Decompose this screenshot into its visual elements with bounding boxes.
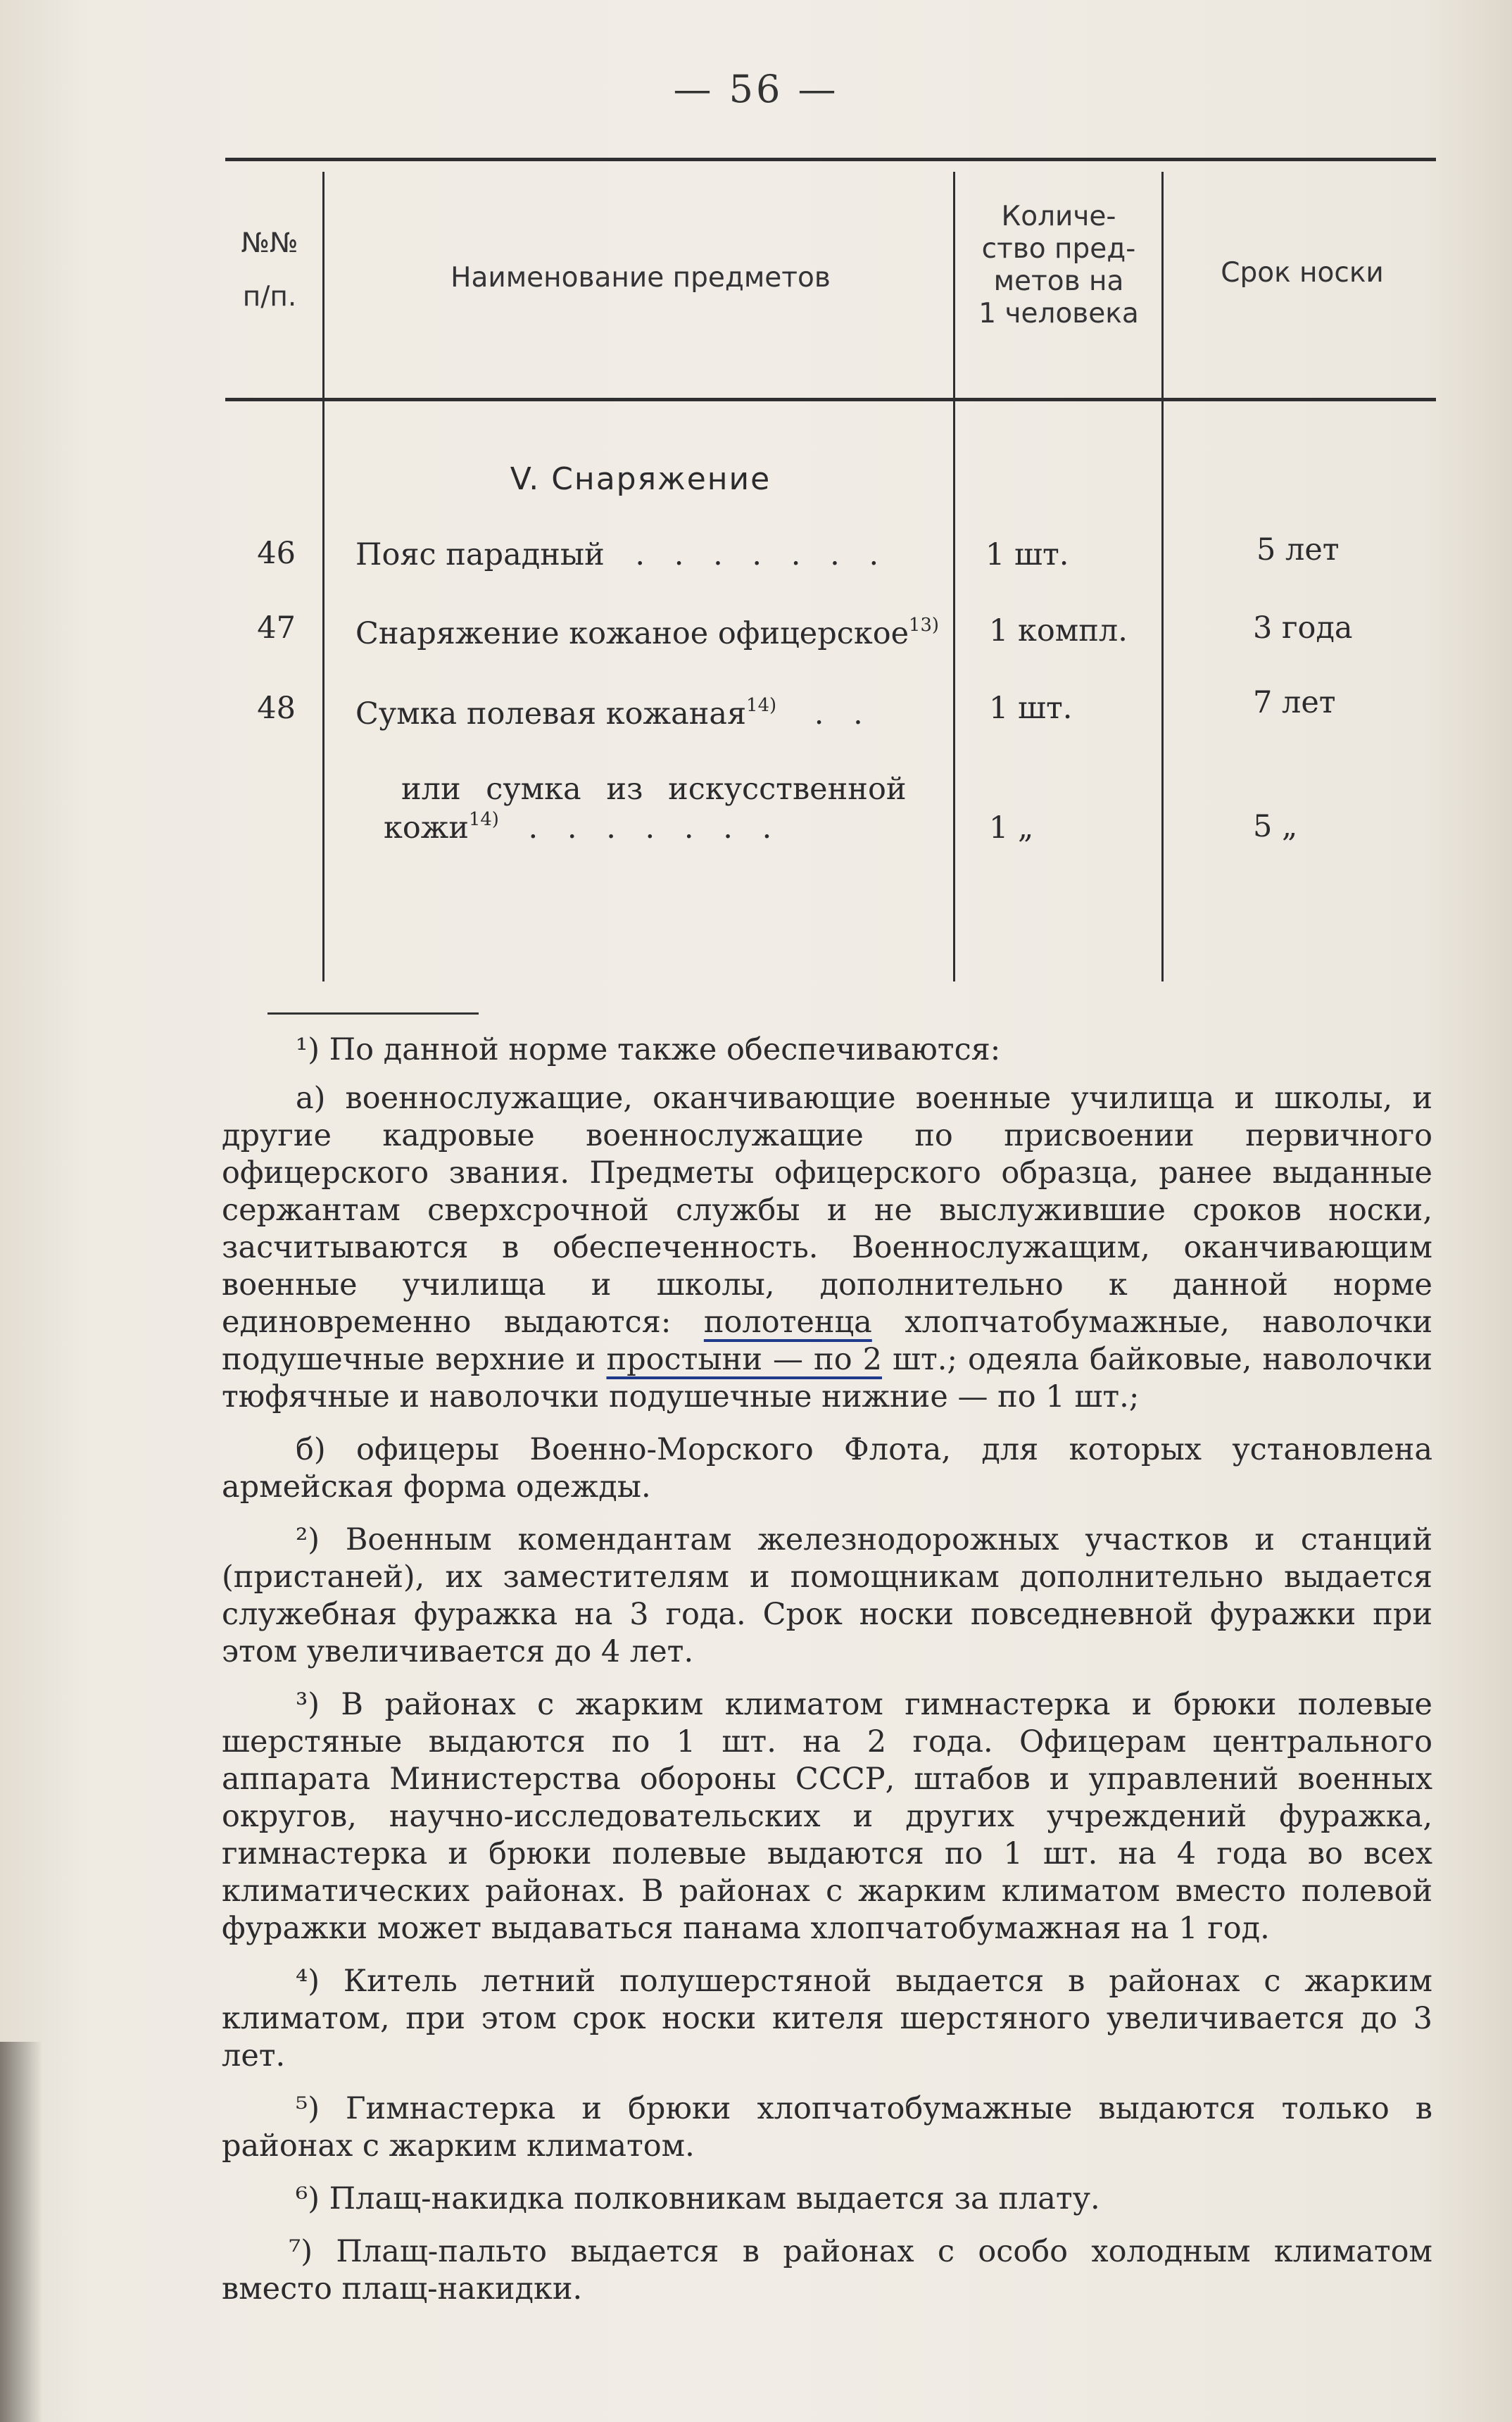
header-term: Срок носки xyxy=(1221,257,1384,289)
page-edge-shadow xyxy=(0,2042,42,2422)
alt-item-qty: 1 „ xyxy=(989,810,1034,846)
footnote-1-a-mid: хлопчатобумажные, наволочки подушечные верхние и xyxy=(222,1305,1432,1377)
table-divider-2 xyxy=(953,172,955,981)
table-row-qty: 1 компл. xyxy=(989,613,1128,648)
footnote-1-a-end: шт.; одеяла байковые, наволочки тюфячные и наволочки подушечные нижние — по 1 шт.; xyxy=(222,1342,1433,1414)
table-row-name xyxy=(355,537,888,573)
footnote-7: ⁷) Плащ-пальто выдается в районах с особо холодным климатом вместо плащ-накидки. xyxy=(222,2234,1432,2307)
footnote-2: ²) Военным комендантам железнодорожных участков и станций (пристаней), их заместителям и помощникам дополнительно выдается служебная фуражка на 3 года. Срок носки повседневной фуражки при этом увеличивается до 4 лет. xyxy=(222,1522,1432,1669)
alt-item-line-1: или сумка из искусственной xyxy=(401,772,907,807)
leader-dots: . . . . . . . xyxy=(528,810,782,846)
table-row-term: 5 лет xyxy=(1256,532,1340,567)
section-title: V. Снаряжение xyxy=(510,461,771,497)
footnote-5: ⁵) Гимнастерка и брюки хлопчатобумажные выдаются только в районах с жарким климатом. xyxy=(222,2091,1432,2164)
header-qty xyxy=(959,201,1159,330)
item-name: Сумка полевая кожаная xyxy=(355,696,747,732)
table-row-name xyxy=(355,696,873,732)
table-row-qty: 1 шт. xyxy=(985,537,1069,572)
item-name: Пояс парадный xyxy=(355,537,605,572)
footnote-4: ⁴) Китель летний полушерстяной выдается в районах с жарким климатом, при этом срок носки кителя шерстяного увеличивается до 3 лет. xyxy=(222,1964,1432,2073)
table-row-name xyxy=(355,615,939,652)
table-row-term: 3 года xyxy=(1253,610,1353,646)
table-top-rule xyxy=(225,158,1436,161)
leader-dots: . . xyxy=(814,696,873,732)
leader-dots: . . . . . . . xyxy=(635,537,889,572)
alt-item-name-end: кожи xyxy=(384,810,469,846)
header-name: Наименование предметов xyxy=(451,262,831,294)
page-number: — 56 — xyxy=(673,67,839,111)
header-num-line-1: №№ xyxy=(241,227,298,259)
table-row-num: 48 xyxy=(257,691,296,726)
table-row-term: 7 лет xyxy=(1253,685,1336,720)
header-qty-line-2: ство пред- xyxy=(981,233,1136,265)
footnote-1-intro: ¹) По данной норме также обеспечиваются: xyxy=(296,1032,1001,1067)
table-divider-3 xyxy=(1161,172,1164,981)
header-num xyxy=(224,224,315,317)
footnote-separator xyxy=(267,1012,479,1015)
footnote-6: ⁶) Плащ-накидка полковникам выдается за плату. xyxy=(296,2181,1100,2216)
footnote-ref: 13) xyxy=(909,614,939,636)
table-row-qty: 1 шт. xyxy=(989,691,1073,726)
footnote-1-a xyxy=(222,1080,1432,1416)
table-row-num: 47 xyxy=(257,610,296,646)
footnote-3: ³) В районах с жарким климатом гимнастерка и брюки полевые шерстяные выдаются по 1 шт. на 2 года. Офицерам центрального аппарата Министерства обороны СССР, штабов и управлений военных округов, научно-исследовательских и других учреждений фуражка, гимнастерка и брюки полевые выдаются по 1 шт. на 4 года во всех климатических районах. В районах с жарким климатом вместо полевой фуражки может выдаваться панама хлопчатобумажная на 1 год. xyxy=(222,1687,1432,1946)
footnote-ref: 14) xyxy=(746,694,777,716)
handwritten-underline-towels: полотенца xyxy=(703,1305,872,1340)
header-qty-line-1: Количе- xyxy=(1001,201,1116,232)
footnote-ref: 14) xyxy=(468,808,499,830)
item-name: Снаряжение кожаное офицерское xyxy=(355,616,909,651)
footnote-1-a-text: а) военнослужащие, оканчивающие военные училища и школы, и другие кадровые военнослужащие по присвоении первичного офицерского звания. Предметы офицерского образца, ранее выданные сержантам сверхсрочной службы и не выслужившие сроков носки, засчитываются в обеспеченность. Военнослужащим, оканчивающим военные училища и школы, дополнительно к данной норме единовременно выдаются: xyxy=(222,1081,1432,1340)
alt-item-line-2 xyxy=(384,810,781,846)
header-num-line-2: п/п. xyxy=(242,281,297,313)
footnotes xyxy=(222,1031,1432,2323)
table-header-rule xyxy=(225,398,1436,401)
handwritten-underline-sheets: простыни — по 2 xyxy=(606,1342,882,1377)
header-qty-line-4: 1 человека xyxy=(978,298,1139,330)
table-row-num: 46 xyxy=(257,536,296,571)
footnote-1-b: б) офицеры Военно-Морского Флота, для которых установлена армейская форма одежды. xyxy=(222,1432,1432,1505)
alt-item-term: 5 „ xyxy=(1253,809,1298,844)
table-divider-1 xyxy=(322,172,325,981)
header-qty-line-3: метов на xyxy=(993,265,1124,297)
